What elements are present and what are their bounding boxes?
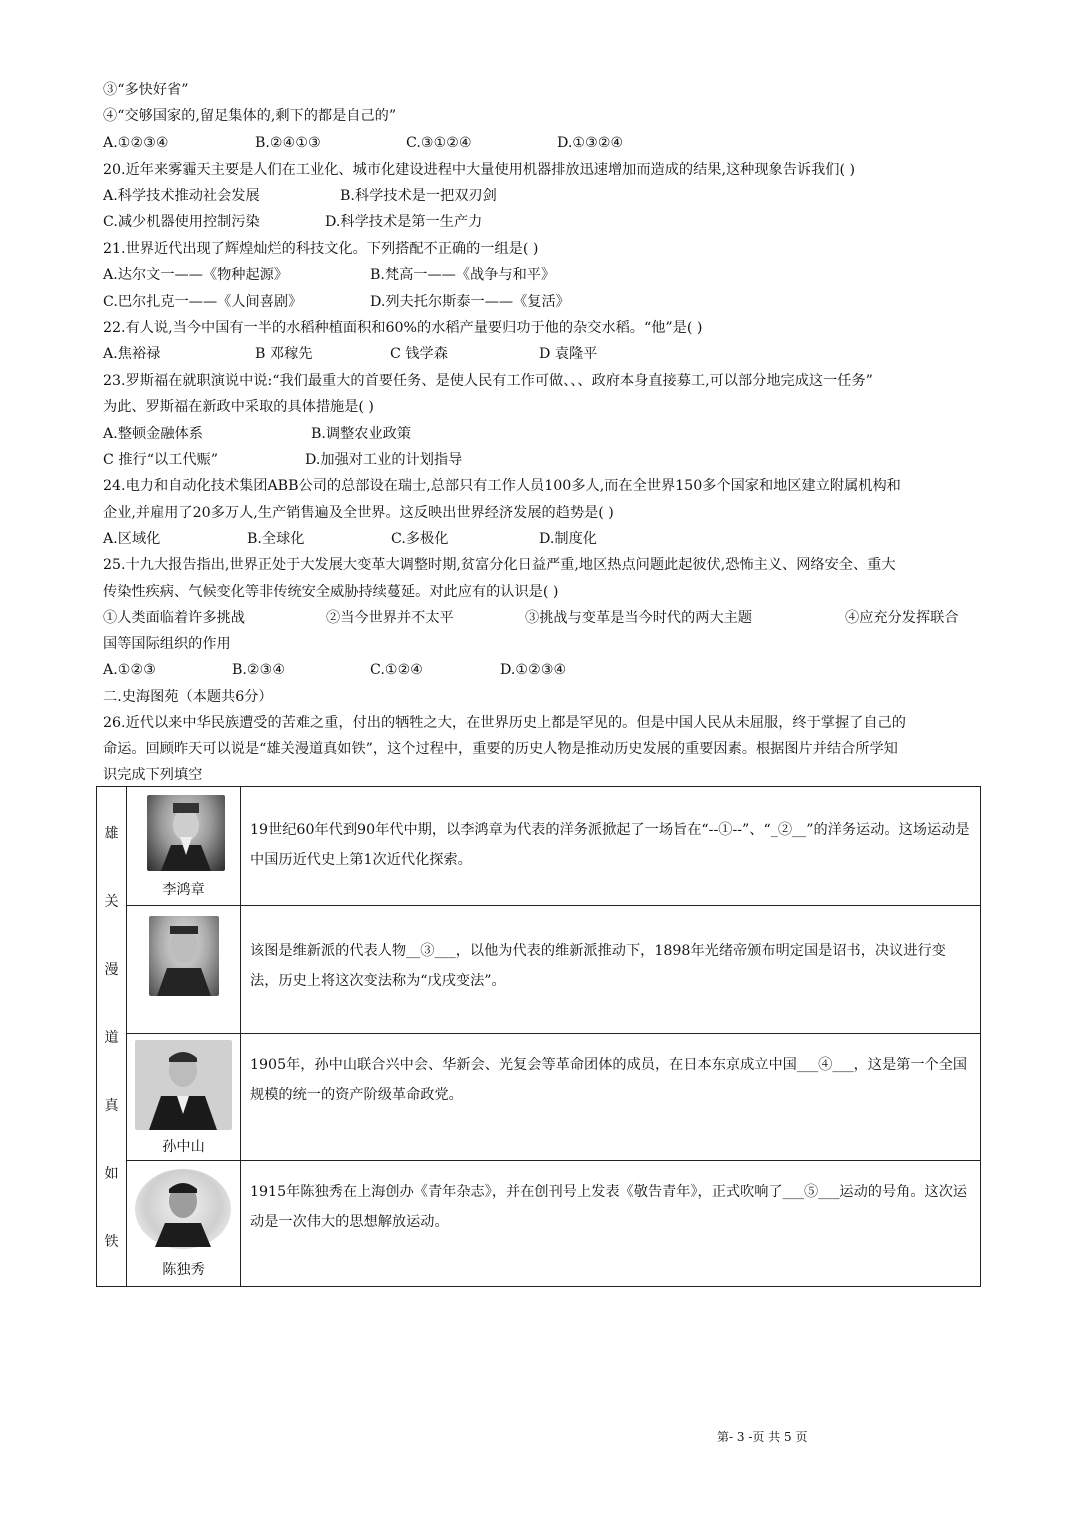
- question-line: 命运。回顾昨天可以说是“雄关漫道真如铁”，这个过程中，重要的历史人物是推动历史发展的重要因素。根据图片并结合所学知: [103, 741, 898, 757]
- option: D.制度化: [539, 531, 597, 547]
- option: B.梵高一——《战争与和平》: [370, 267, 556, 283]
- option: B.调整农业政策: [311, 426, 412, 442]
- question-line: 22.有人说,当今中国有一半的水稻种植面积和60%的水稻产量要归功于他的杂交水稻。“他”是( ): [103, 320, 703, 336]
- question-line: ④“交够国家的,留足集体的,剩下的都是自己的”: [103, 108, 397, 124]
- option: D.加强对工业的计划指导: [305, 452, 463, 468]
- option: A.达尔文一——《物种起源》: [103, 267, 289, 283]
- option: C.巴尔扎克一——《人间喜剧》: [103, 294, 303, 310]
- option: C.③①②④: [406, 135, 472, 151]
- vertical-char: 道: [104, 1030, 119, 1046]
- vertical-title-cell: [97, 787, 127, 1287]
- table-row: [97, 906, 981, 1034]
- vertical-char: 雄: [104, 826, 119, 842]
- table-row: [97, 787, 981, 906]
- portrait-cell: [127, 1034, 241, 1161]
- option: D 袁隆平: [539, 346, 598, 362]
- portrait-image: [147, 795, 225, 871]
- question-line: ③“多快好省”: [103, 82, 189, 98]
- portrait-figure: [135, 1169, 231, 1249]
- option: B 邓稼先: [255, 346, 313, 362]
- vertical-char: 真: [104, 1098, 119, 1114]
- option: D.①②③④: [500, 662, 567, 678]
- history-table: [96, 786, 981, 1287]
- description-cell: [241, 906, 981, 1034]
- portrait-caption: 陈独秀: [162, 1262, 205, 1278]
- option: D.列夫托尔斯泰一——《复活》: [370, 294, 570, 310]
- portrait-figure: [149, 916, 219, 996]
- option: A.科学技术推动社会发展: [103, 188, 260, 204]
- question-line: 20.近年来雾霾天主要是人们在工业化、城市化建设进程中大量使用机器排放迅速增加而造成的结果,这种现象告诉我们( ): [103, 162, 856, 178]
- vertical-char: 如: [104, 1166, 119, 1182]
- option: A.焦裕禄: [103, 346, 161, 362]
- option: ①人类面临着许多挑战: [103, 610, 245, 626]
- option: A.整顿金融体系: [103, 426, 203, 442]
- description-text: 1905年，孙中山联合兴中会、华新会、光复会等革命团体的成员，在日本东京成立中国___④___，这是第一个全国规模的统一的资产阶级革命政党。: [250, 1057, 968, 1103]
- option: B.②④①③: [255, 135, 321, 151]
- portrait-cell: [127, 906, 241, 1034]
- portrait-image: [135, 1040, 232, 1130]
- option: D.①③②④: [557, 135, 624, 151]
- option: ②当今世界并不太平: [326, 610, 454, 626]
- portrait-cell: [127, 787, 241, 906]
- portrait-cell: [127, 1161, 241, 1287]
- description-text: 1915年陈独秀在上海创办《青年杂志》，并在创刊号上发表《敬告青年》，正式吹响了___⑤___运动的号角。这次运动是一次伟大的思想解放运动。: [250, 1184, 968, 1230]
- description-text: 19世纪60年代到90年代中期，以李鸿章为代表的洋务派掀起了一场旨在“--①--”、“_②__”的洋务运动。这场运动是中国历近代史上第1次近代化探索。: [250, 822, 970, 868]
- portrait-figure: [147, 795, 225, 871]
- section-title: 二.史海图苑（本题共6分）: [103, 689, 273, 705]
- option: B.全球化: [247, 531, 305, 547]
- portrait-image: [135, 1169, 231, 1249]
- portrait-image: [149, 916, 219, 996]
- vertical-char: 漫: [104, 962, 119, 978]
- question-line: 21.世界近代出现了辉煌灿烂的科技文化。下列搭配不正确的一组是( ): [103, 241, 539, 257]
- question-line: 国等国际组织的作用: [103, 636, 231, 652]
- question-line: 识完成下列填空: [103, 767, 203, 783]
- vertical-char: 铁: [104, 1234, 119, 1250]
- question-line: 传染性疾病、气候变化等非传统安全威胁持续蔓延。对此应有的认识是( ): [103, 584, 559, 600]
- vertical-char: 关: [104, 894, 119, 910]
- option: A.①②③④: [103, 135, 169, 151]
- description-cell: [241, 1034, 981, 1161]
- question-line: 24.电力和自动化技术集团ABB公司的总部设在瑞士,总部只有工作人员100多人,而在全世界150多个国家和地区建立附属机构和: [103, 478, 901, 494]
- option: C 推行“以工代赈”: [103, 452, 218, 468]
- question-line: 26.近代以来中华民族遭受的苦难之重，付出的牺牲之大，在世界历史上都是罕见的。但是中国人民从未屈服，终于掌握了自己的: [103, 715, 906, 731]
- option: A.①②③: [103, 662, 156, 678]
- table-row: [97, 1161, 981, 1287]
- question-line: 25.十九大报告指出,世界正处于大发展大变革大调整时期,贫富分化日益严重,地区热点问题此起彼伏,恐怖主义、网络安全、重大: [103, 557, 896, 573]
- portrait-caption: 孙中山: [162, 1139, 205, 1155]
- option: B.科学技术是一把双刃剑: [340, 188, 497, 204]
- option: D.科学技术是第一生产力: [325, 214, 483, 230]
- table-row: [97, 1034, 981, 1161]
- question-line: 23.罗斯福在就职演说中说:“我们最重大的首要任务、是使人民有工作可做、、、政府本身直接募工,可以部分地完成这一任务”: [103, 373, 873, 389]
- question-line: 为此、罗斯福在新政中采取的具体措施是( ): [103, 399, 374, 415]
- description-text: 该图是维新派的代表人物__③___，以他为代表的维新派推动下，1898年光绪帝颁布明定国是诏书，决议进行变法，历史上将这次变法称为“戊戌变法”。: [250, 943, 946, 989]
- option: ④应充分发挥联合: [845, 610, 959, 626]
- portrait-caption: 李鸿章: [162, 882, 205, 898]
- description-cell: [241, 787, 981, 906]
- option: C.减少机器使用控制污染: [103, 214, 260, 230]
- question-line: 企业,并雇用了20多万人,生产销售遍及全世界。这反映出世界经济发展的趋势是( ): [103, 505, 614, 521]
- option: ③挑战与变革是当今时代的两大主题: [525, 610, 753, 626]
- option: A.区域化: [103, 531, 161, 547]
- option: C 钱学森: [390, 346, 448, 362]
- option: B.②③④: [232, 662, 286, 678]
- option: C.①②④: [370, 662, 424, 678]
- portrait-figure: [135, 1040, 232, 1130]
- page-footer: 第- 3 -页 共 5 页: [717, 1430, 808, 1444]
- description-cell: [241, 1161, 981, 1287]
- option: C.多极化: [391, 531, 449, 547]
